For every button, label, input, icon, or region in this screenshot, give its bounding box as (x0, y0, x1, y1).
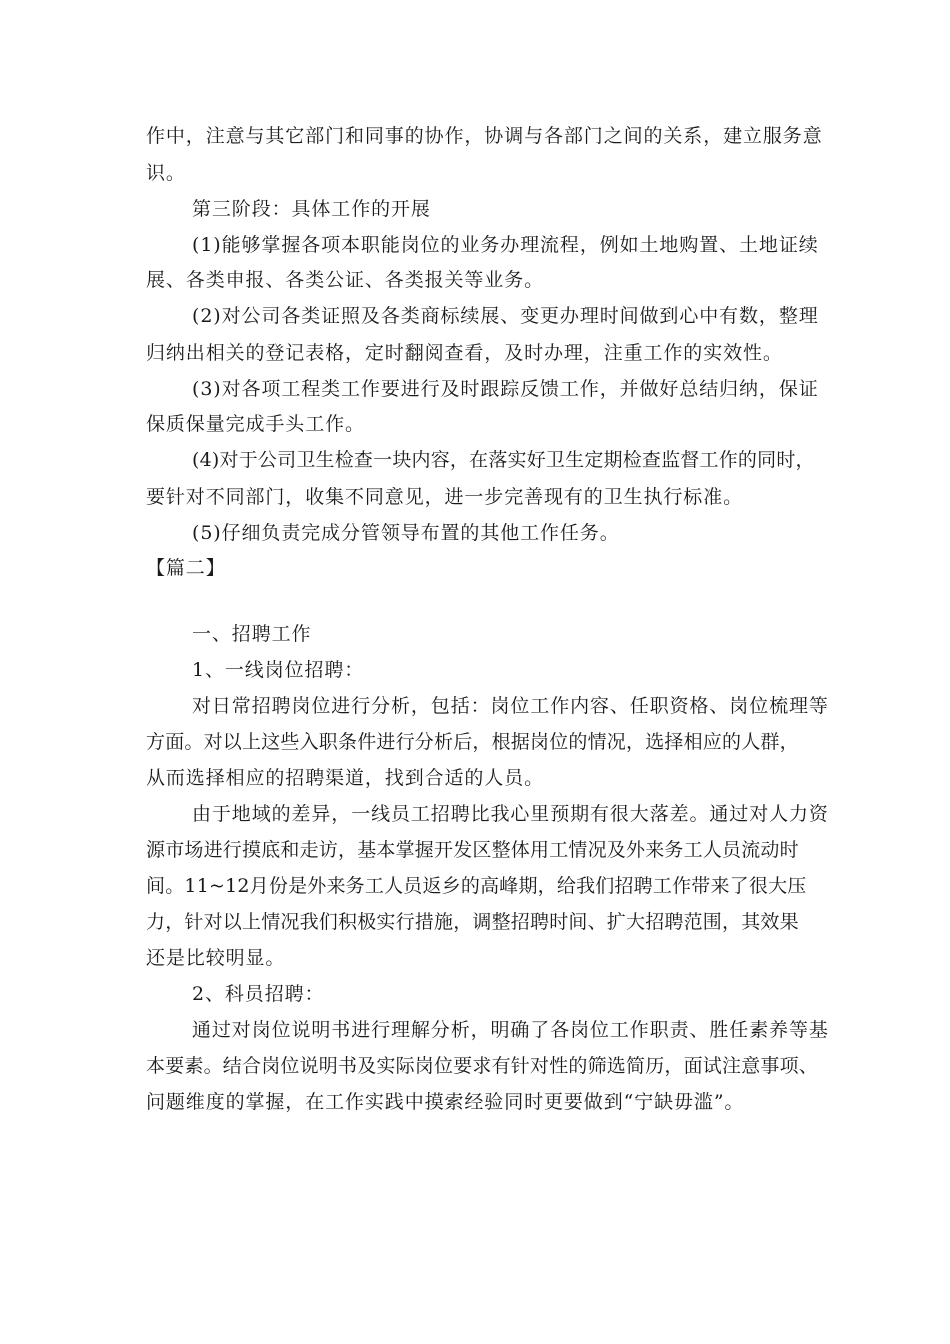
list-item: (1)能够掌握各项本职能岗位的业务办理流程，例如土地购置、土地证续 (192, 234, 819, 256)
list-item: (2)对公司各类证照及各类商标续展、变更办理时间做到心中有数，整理 (192, 305, 819, 327)
section-heading: 第三阶段：具体工作的开展 (192, 198, 431, 220)
paragraph-line: 对日常招聘岗位进行分析，包括：岗位工作内容、任职资格、岗位梳理等 (192, 695, 829, 717)
part-heading: 【篇二】 (146, 557, 226, 579)
list-item: (4)对于公司卫生检查一块内容，在落实好卫生定期检查监督工作的同时， (192, 449, 815, 471)
paragraph-line: 方面。对以上这些入职条件进行分析后，根据岗位的情况，选择相应的人群， (146, 731, 799, 753)
paragraph-line: 通过对岗位说明书进行理解分析，明确了各岗位工作职责、胜任素养等基 (192, 1019, 829, 1041)
paragraph-line: 问题维度的掌握，在工作实践中摸索经验同时更要做到“宁缺毋滥”。 (146, 1091, 745, 1113)
paragraph-line: 从而选择相应的招聘渠道，找到合适的人员。 (146, 767, 545, 789)
paragraph-line: 还是比较明显。 (146, 947, 286, 969)
list-item-continuation: 要针对不同部门，收集不同意见，进一步完善现有的卫生执行标准。 (146, 486, 744, 508)
paragraph-line: 作中，注意与其它部门和同事的协作，协调与各部门之间的关系，建立服务意 (146, 125, 823, 147)
section-heading: 一、招聘工作 (192, 623, 312, 645)
paragraph-line: 力，针对以上情况我们积极实行措施，调整招聘时间、扩大招聘范围，其效果 (146, 911, 799, 933)
list-item: (5)仔细负责完成分管领导布置的其他工作任务。 (192, 522, 620, 544)
list-item-continuation: 归纳出相关的登记表格，定时翻阅查看，及时办理，注重工作的实效性。 (146, 342, 783, 364)
list-item-continuation: 展、各类申报、各类公证、各类报关等业务。 (146, 269, 545, 291)
subsection-heading: 1、一线岗位招聘： (192, 659, 365, 681)
paragraph-line: 由于地域的差异，一线员工招聘比我心里预期有很大落差。通过对人力资 (192, 803, 829, 825)
paragraph-line: 识。 (146, 162, 186, 184)
paragraph-line: 源市场进行摸底和走访，基本掌握开发区整体用工情况及外来务工人员流动时 (146, 839, 799, 861)
list-item-continuation: 保质保量完成手头工作。 (146, 413, 365, 435)
paragraph-line: 本要素。结合岗位说明书及实际岗位要求有针对性的筛选简历，面试注意事项、 (146, 1055, 819, 1077)
subsection-heading: 2、科员招聘： (192, 983, 325, 1005)
paragraph-line: 间。11~12月份是外来务工人员返乡的高峰期，给我们招聘工作带来了很大压 (146, 875, 807, 897)
list-item: (3)对各项工程类工作要进行及时跟踪反馈工作，并做好总结归纳，保证 (192, 378, 819, 400)
